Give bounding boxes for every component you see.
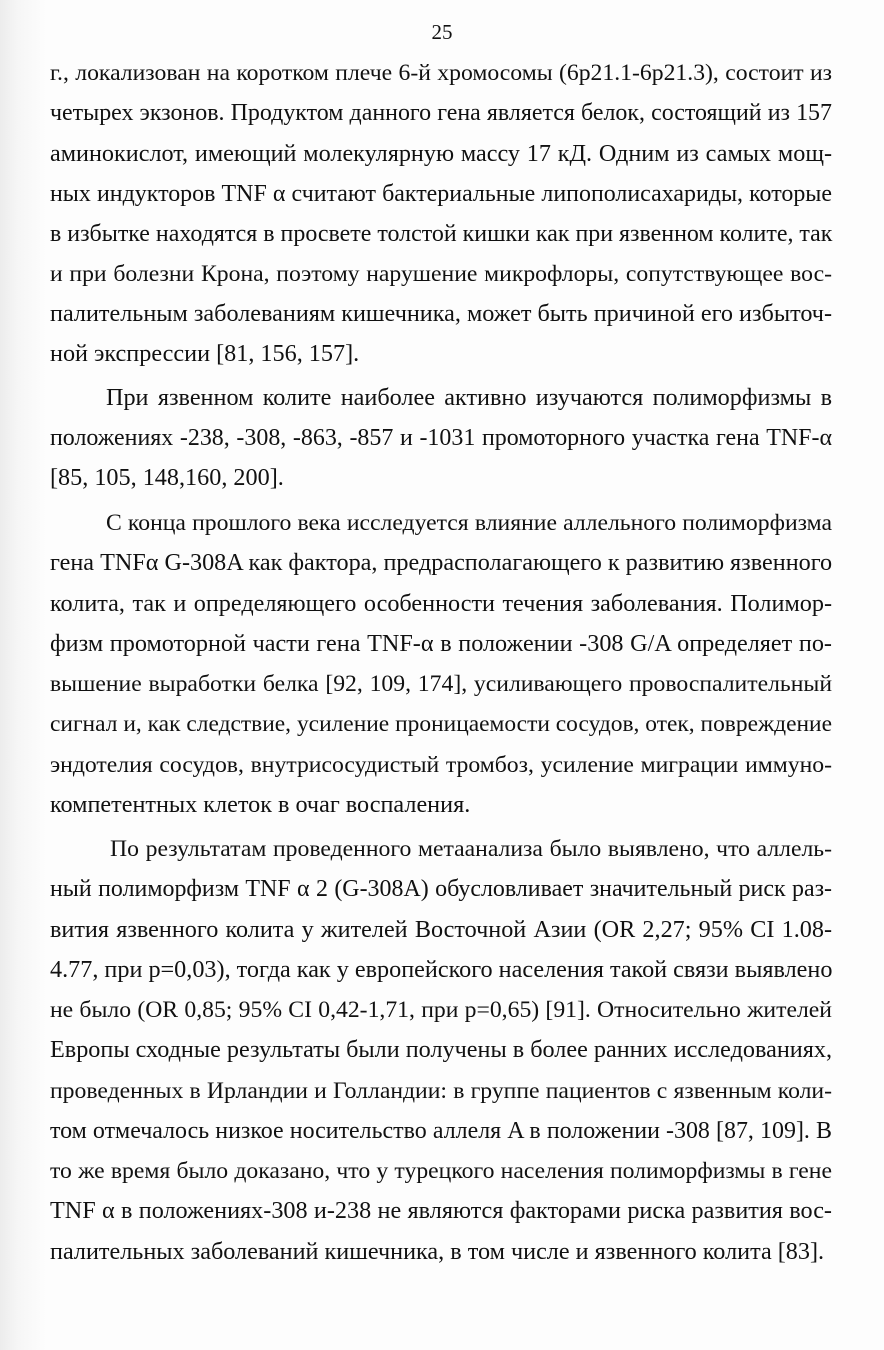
text-line: проведенных в Ирландии и Голландии: в группе пациентов с язвенным коли- [50,1078,832,1104]
text-line: компетентных клеток в очаг воспаления. [50,791,471,818]
text-line: том отмечалось низкое носительство аллеля A в положении -308 [87, 109]. В [50,1118,832,1144]
text-line: вышение выработки белка [92, 109, 174], усиливающего провоспалительный [50,671,832,697]
text-line: аминокислот, имеющий молекулярную массу 17 кД. Одним из самых мощ- [50,140,832,167]
text-line: палительным заболеваниям кишечника, может быть причиной его избыточ- [50,300,833,327]
text-line: не было (OR 0,85; 95% CI 0,42-1,71, при p=0,65) [91]. Относительно жителей [50,997,832,1023]
text-line: палительных заболеваний кишечника, в том числе и язвенного колита [83]. [50,1238,825,1265]
text-line: и при болезни Крона, поэтому нарушение микрофлоры, сопутствующее вос- [50,261,832,287]
text-line: ный полиморфизм TNF α 2 (G-308A) обусловливает значительный риск раз- [50,876,832,902]
text-line: то же время было доказано, что у турецкого населения полиморфизмы в гене [50,1158,832,1184]
text-line: 4.77, при p=0,03), тогда как у европейского населения такой связи выявлено [50,956,833,983]
text-line: в избытке находятся в просвете толстой кишки как при язвенном колите, так [50,221,833,247]
page-number: 25 [431,20,453,44]
text-line: При язвенном колите наиболее активно изучаются полиморфизмы в [106,384,832,411]
text-line: ной экспрессии [81, 156, 157]. [50,340,360,367]
text-line: сигнал и, как следствие, усиление проницаемости сосудов, отек, повреждение [50,711,832,737]
text-line: [85, 105, 148,160, 200]. [50,464,284,491]
text-line: гена TNFα G-308A как фактора, предрасполагающего к развитию язвенного [50,549,833,576]
text-line: физм промоторной части гена TNF-α в положении -308 G/A определяет по- [50,630,832,657]
text-line: Европы сходные результаты были получены в более ранних исследованиях, [50,1036,832,1063]
text-line: положениях -238, -308, -863, -857 и -1031 промоторного участка гена TNF-α [50,425,832,451]
text-line: По результатам проведенного метаанализа было выявлено, что аллель- [110,836,832,862]
text-line: TNF α в положениях-308 и-238 не являются факторами риска развития вос- [50,1197,832,1224]
text-line: вития язвенного колита у жителей Восточной Азии (OR 2,27; 95% CI 1.08- [50,916,832,943]
text-line: г., локализован на коротком плече 6-й хромосомы (6p21.1-6p21.3), состоит из [50,60,832,86]
scan-shadow-edge [0,0,46,1350]
text-line: эндотелия сосудов, внутрисосудистый тромбоз, усиление миграции иммуно- [50,752,832,778]
text-line: четырех экзонов. Продуктом данного гена является белок, состоящий из 157 [50,100,832,126]
text-line: колита, так и определяющего особенности течения заболевания. Полимор- [50,590,832,617]
text-line: ных индукторов TNF α считают бактериальные липополисахариды, которые [50,181,832,207]
text-line: С конца прошлого века исследуется влияние аллельного полиморфизма [106,510,832,536]
